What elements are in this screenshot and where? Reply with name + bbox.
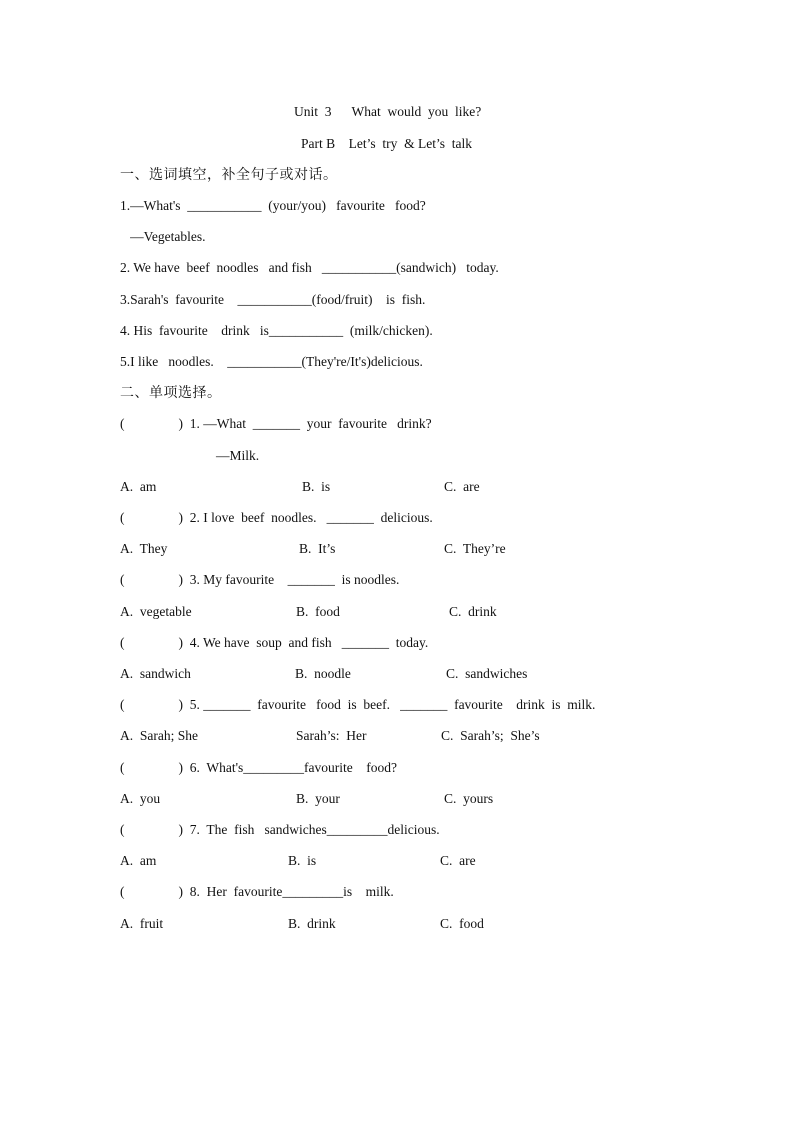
question-1-answer-line: —Milk. — [216, 448, 260, 463]
fill-blank-item-1: 1.—What's ___________ (your/you) favourite food? — [120, 198, 426, 213]
worksheet-title: Unit 3 What would you like? — [294, 104, 482, 119]
question-4-option-c: C. sandwiches — [446, 666, 528, 681]
question-2-option-b: B. It’s — [299, 541, 336, 556]
fill-blank-item-5: 5.I like noodles. ___________(They're/It's)delicious. — [120, 354, 423, 369]
question-5-option-b: Sarah’s: Her — [296, 728, 367, 743]
worksheet-subtitle: Part B Let’s try & Let’s talk — [301, 136, 472, 151]
fill-blank-item-3: 3.Sarah's favourite ___________(food/fruit) is fish. — [120, 292, 426, 307]
question-1-stem: ( ) 1. —What _______ your favourite drink? — [120, 416, 432, 431]
question-2-stem: ( ) 2. I love beef noodles. _______ delicious. — [120, 510, 433, 525]
question-8-option-a: A. fruit — [120, 916, 164, 931]
section-2-heading: 二、单项选择。 — [120, 385, 222, 401]
question-1-option-b: B. is — [302, 479, 331, 494]
question-1-option-c: C. are — [444, 479, 480, 494]
question-5-stem: ( ) 5. _______ favourite food is beef. _______ favourite drink is milk. — [120, 697, 596, 712]
question-6-option-c: C. yours — [444, 791, 494, 806]
fill-blank-item-4: 4. His favourite drink is___________ (milk/chicken). — [120, 323, 433, 338]
question-5-option-a: A. Sarah; She — [120, 728, 198, 743]
question-3-option-a: A. vegetable — [120, 604, 192, 619]
question-7-option-c: C. are — [440, 853, 476, 868]
question-8-stem: ( ) 8. Her favourite_________is milk. — [120, 884, 394, 899]
question-5-option-c: C. Sarah’s; She’s — [441, 728, 540, 743]
fill-blank-item-1-answer: —Vegetables. — [120, 229, 206, 244]
question-3-option-b: B. food — [296, 604, 340, 619]
question-7-stem: ( ) 7. The fish sandwiches_________delicious. — [120, 822, 440, 837]
question-4-option-b: B. noodle — [295, 666, 351, 681]
question-8-option-b: B. drink — [288, 916, 336, 931]
question-2-option-a: A. They — [120, 541, 168, 556]
question-6-option-a: A. you — [120, 791, 161, 806]
question-1-option-a: A. am — [120, 479, 157, 494]
question-8-option-c: C. food — [440, 916, 484, 931]
question-2-option-c: C. They’re — [444, 541, 506, 556]
fill-blank-item-2: 2. We have beef noodles and fish ___________(sandwich) today. — [120, 260, 499, 275]
question-6-stem: ( ) 6. What's_________favourite food? — [120, 760, 398, 775]
question-4-stem: ( ) 4. We have soup and fish _______ today. — [120, 635, 429, 650]
question-3-option-c: C. drink — [449, 604, 497, 619]
question-4-option-a: A. sandwich — [120, 666, 191, 681]
question-3-stem: ( ) 3. My favourite _______ is noodles. — [120, 572, 400, 587]
question-6-option-b: B. your — [296, 791, 340, 806]
question-7-option-b: B. is — [288, 853, 317, 868]
section-1-heading: 一、选词填空，补全句子或对话。 — [120, 167, 338, 183]
question-7-option-a: A. am — [120, 853, 157, 868]
